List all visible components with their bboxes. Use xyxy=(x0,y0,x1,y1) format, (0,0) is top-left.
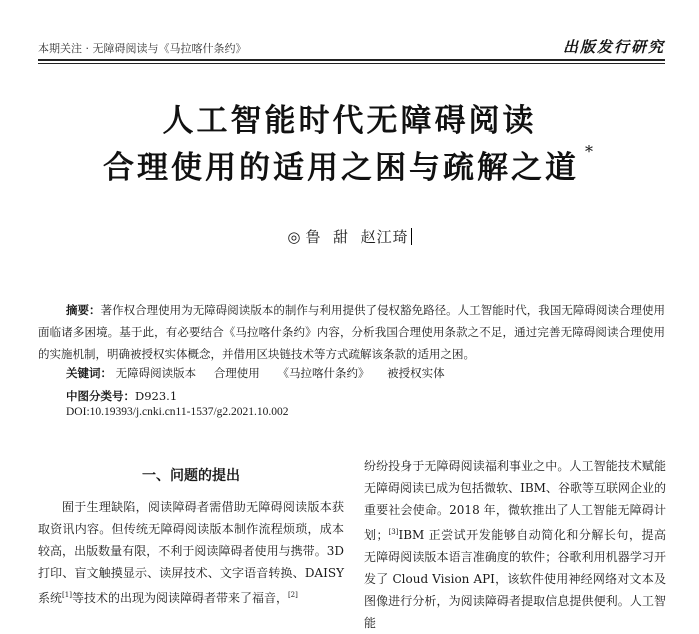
authors xyxy=(0,226,699,247)
title-line-1-text: 人工智能时代无障碍阅读 xyxy=(162,103,537,139)
body-column-right xyxy=(364,455,666,634)
section-heading: 一、问题的提出 xyxy=(142,468,240,484)
body-paragraph xyxy=(38,496,344,609)
journal-name: 出版发行研究 xyxy=(562,38,665,56)
citation-ref: [2] xyxy=(287,591,298,599)
header-rule-thick xyxy=(38,59,665,61)
running-head: 本期关注 · 无障碍阅读与《马拉喀什条约》 xyxy=(38,42,247,55)
abstract-label: 摘要： xyxy=(66,303,101,317)
keyword: 无障碍阅读版本 xyxy=(115,366,197,380)
classification-label: 中图分类号： xyxy=(66,389,135,403)
title-line-2 xyxy=(0,142,699,187)
author-mark: ◎ xyxy=(287,228,302,246)
body-text: IBM 正尝试开发能够自动简化和分解长句，提高无障碍阅读版本语言准确度的软件；谷歌利用机器学习开发了 Cloud Vision API，该软件使用神经网络对文本及图像进行分析，为阅读障碍者提取信息提供便利。人工智能 xyxy=(364,528,666,630)
body-text: 纷纷投身于无障碍阅读福利事业之中。人工智能技术赋能无障碍阅读已成为包括微软、IBM、谷歌等互联网企业的重要社会使命。2018 年，微软推出了人工智能无障碍计划； xyxy=(364,459,666,542)
title-footnote-mark: * xyxy=(585,142,596,161)
title-line-2-text: 合理使用的适用之困与疏解之道 xyxy=(103,150,579,186)
abstract xyxy=(38,299,665,365)
citation-ref: [1] xyxy=(62,591,72,599)
citation-ref: [3] xyxy=(388,528,399,536)
classification xyxy=(66,388,177,404)
body-text: 等技术的出现为阅读障碍者带来了福音， xyxy=(71,591,288,605)
keywords xyxy=(66,365,459,381)
classification-value: D923.1 xyxy=(135,389,178,403)
body-text: 囿于生理缺陷，阅读障碍者需借助无障碍阅读版本获取资讯内容。但传统无障碍阅读版本制作流程烦琐，成本较高，出版数量有限，不利于阅读障碍者使用与携带。3D 打印、盲文触摸显示、读屏技术、文字语音转换、DAISY 系统 xyxy=(38,500,344,605)
doi: DOI:10.19393/j.cnki.cn11-1537/g2.2021.10.002 xyxy=(66,406,289,418)
body-column-left xyxy=(38,496,344,609)
author-names: 鲁 甜 赵江琦 xyxy=(305,228,409,246)
title-line-1 xyxy=(0,95,699,140)
keywords-label: 关键词： xyxy=(66,366,112,380)
keyword: 被授权实体 xyxy=(387,366,445,380)
abstract-text: 著作权合理使用为无障碍阅读版本的制作与利用提供了侵权豁免路径。人工智能时代，我国无障碍阅读合理使用面临诸多困境。基于此，有必要结合《马拉喀什条约》内容，分析我国合理使用条款之不足，通过完善无障碍阅读合理使用的实施机制，明确被授权实体概念，并借用区块链技术等方式疏解该条款的适用之困。 xyxy=(38,303,665,361)
keyword: 《马拉喀什条约》 xyxy=(277,366,370,380)
header-rule-thin xyxy=(38,63,665,64)
text-cursor xyxy=(411,228,412,245)
keyword: 合理使用 xyxy=(213,366,260,380)
body-paragraph xyxy=(364,455,666,634)
